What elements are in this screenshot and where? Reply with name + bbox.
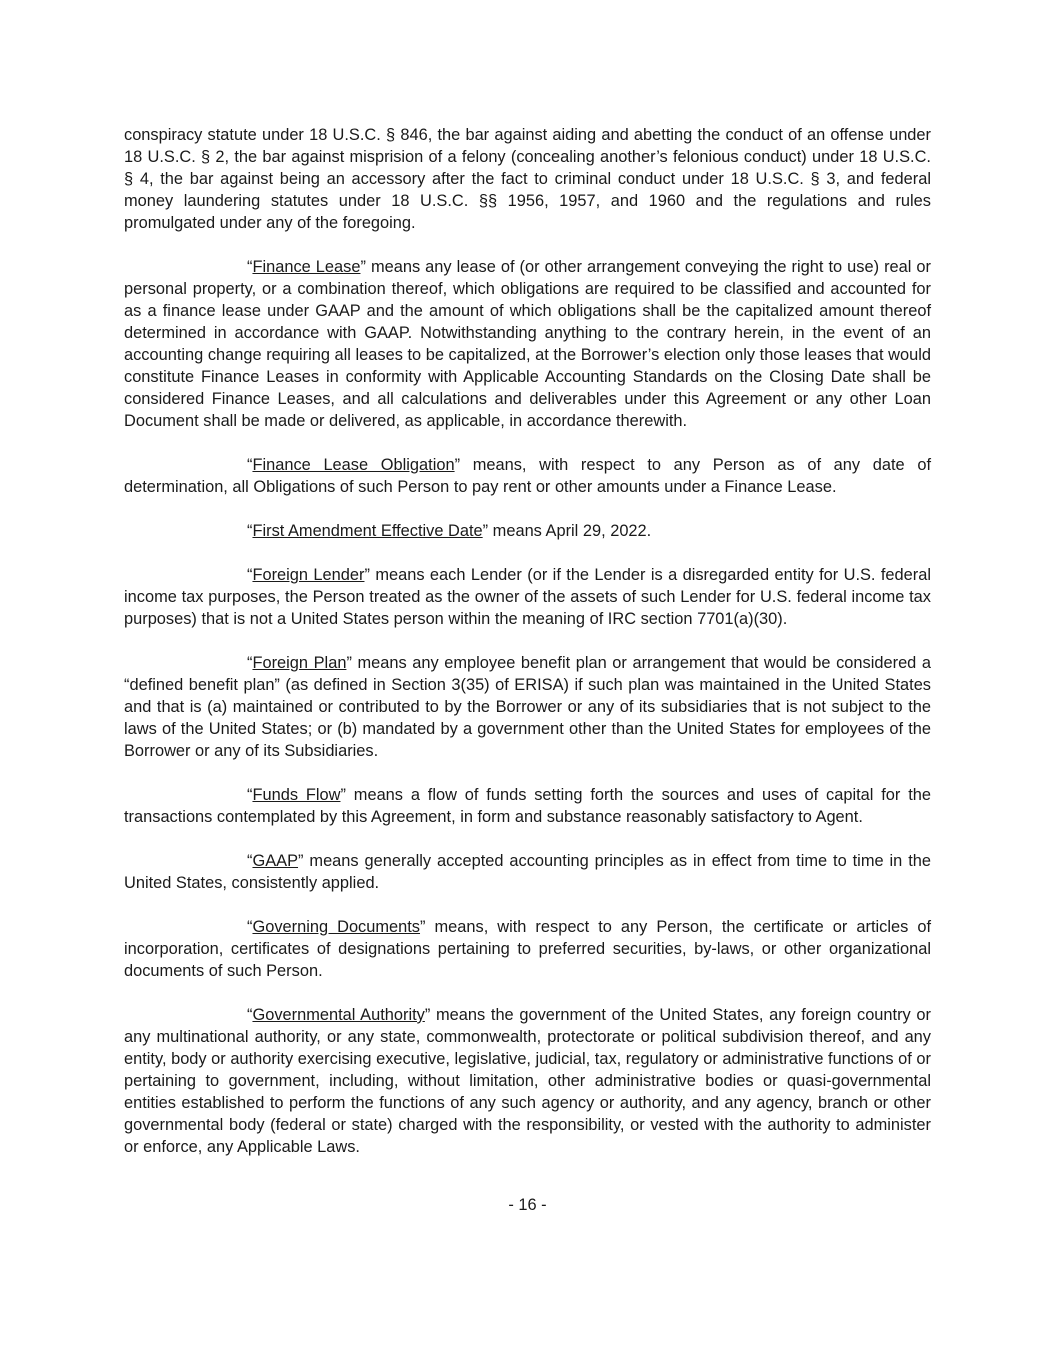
definition-governmental-authority	[124, 1004, 931, 1158]
open-quote: “	[247, 522, 253, 540]
definition-body: means any employee benefit plan or arrangement that would be considered a “defined benefit plan” (as defined in Section 3(35) of ERISA) if such plan was maintained in the United States and that is (a) maintained or contributed to by the Borrower or any of its subsidiaries that is not subject to the laws of the United States; or (b) mandated by a government other than the United States for employees of the Borrower or any of its Subsidiaries.	[124, 654, 931, 760]
open-quote: “	[247, 456, 253, 474]
definition-first-amendment-effective-date	[124, 520, 931, 542]
open-quote: “	[247, 852, 253, 870]
open-quote: “	[247, 1006, 253, 1024]
defined-term: Governing Documents	[252, 918, 421, 936]
definition-body: means April 29, 2022.	[488, 522, 652, 540]
definition-foreign-lender	[124, 564, 931, 630]
definition-finance-lease	[124, 256, 931, 432]
definition-finance-lease-obligation	[124, 454, 931, 498]
close-quote: ”	[364, 566, 370, 584]
definition-body: means, with respect to any Person, the certificate or articles of incorporation, certificates of designations pertaining to preferred securities, by-laws, or other organizational documents of such Person.	[124, 918, 931, 980]
definition-foreign-plan	[124, 652, 931, 762]
definition-body: means, with respect to any Person as of any date of determination, all Obligations of such Person to pay rent or other amounts under a Finance Lease.	[124, 456, 931, 496]
open-quote: “	[247, 654, 253, 672]
definition-governing-documents	[124, 916, 931, 982]
close-quote: ”	[346, 654, 352, 672]
defined-term: Finance Lease	[252, 258, 361, 276]
open-quote: “	[247, 786, 253, 804]
defined-term: Foreign Plan	[252, 654, 347, 672]
close-quote: ”	[298, 852, 304, 870]
defined-term: Finance Lease Obligation	[252, 456, 455, 474]
defined-term: Foreign Lender	[252, 566, 365, 584]
intro-paragraph: conspiracy statute under 18 U.S.C. § 846, the bar against aiding and abetting the conduct of an offense under 18 U.S.C. § 2, the bar against misprision of a felony (concealing another’s felonious conduct) under 18 U.S.C. § 4, the bar against being an accessory after the fact to criminal conduct under 18 U.S.C. § 3, and federal money laundering statutes under 18 U.S.C. §§ 1956, 1957, and 1960 and the regulations and rules promulgated under any of the foregoing.	[124, 126, 931, 232]
close-quote: ”	[454, 456, 461, 474]
page-content	[124, 124, 931, 1180]
page-number: - 16 -	[508, 1196, 547, 1214]
definition-body: means a flow of funds setting forth the sources and uses of capital for the transactions contemplated by this Agreement, in form and substance reasonably satisfactory to Agent.	[124, 786, 932, 826]
open-quote: “	[247, 918, 253, 936]
definition-body: means the government of the United States, any foreign country or any multinational authority, or any state, commonwealth, protectorate or political subdivision thereof, and any entity, body or authority exercising executive, legislative, judicial, tax, regulatory or administrative functions of or pertaining to government, including, without limitation, other administrative bodies or quasi-governmental entities established to perform the functions of any such agency or authority, and any agency, branch or other governmental body (federal or state) charged with the responsibility, or vested with the authority to administer or enforce, any Applicable Laws.	[124, 1006, 931, 1156]
open-quote: “	[247, 566, 253, 584]
defined-term: GAAP	[252, 852, 299, 870]
close-quote: ”	[482, 522, 489, 540]
defined-term: Funds Flow	[252, 786, 341, 804]
close-quote: ”	[420, 918, 426, 936]
open-quote: “	[247, 258, 253, 276]
close-quote: ”	[360, 258, 366, 276]
close-quote: ”	[424, 1006, 431, 1024]
defined-term: Governmental Authority	[252, 1006, 425, 1024]
definition-body: means generally accepted accounting principles as in effect from time to time in the United States, consistently applied.	[124, 852, 931, 892]
definition-funds-flow	[124, 784, 931, 828]
close-quote: ”	[340, 786, 346, 804]
definition-gaap	[124, 850, 931, 894]
definition-body: means each Lender (or if the Lender is a disregarded entity for U.S. federal income tax purposes, the Person treated as the owner of the assets of such Lender for U.S. federal income tax purposes) that is not a United States person within the meaning of IRC section 7701(a)(30).	[124, 566, 931, 628]
defined-term: First Amendment Effective Date	[252, 522, 483, 540]
definition-body: means any lease of (or other arrangement conveying the right to use) real or personal property, or a combination thereof, which obligations are required to be classified and accounted for as a finance lease under GAAP and the amount of which obligations shall be the capitalized amount thereof determined in accordance with GAAP. Notwithstanding anything to the contrary herein, in the event of an accounting change requiring all leases to be capitalized, at the Borrower’s election only those leases that would constitute Finance Leases in conformity with Applicable Accounting Standards on the Closing Date shall be considered Finance Leases, and all calculations and deliverables under this Agreement or any other Loan Document shall be made or delivered, as applicable, in accordance therewith.	[124, 258, 931, 430]
